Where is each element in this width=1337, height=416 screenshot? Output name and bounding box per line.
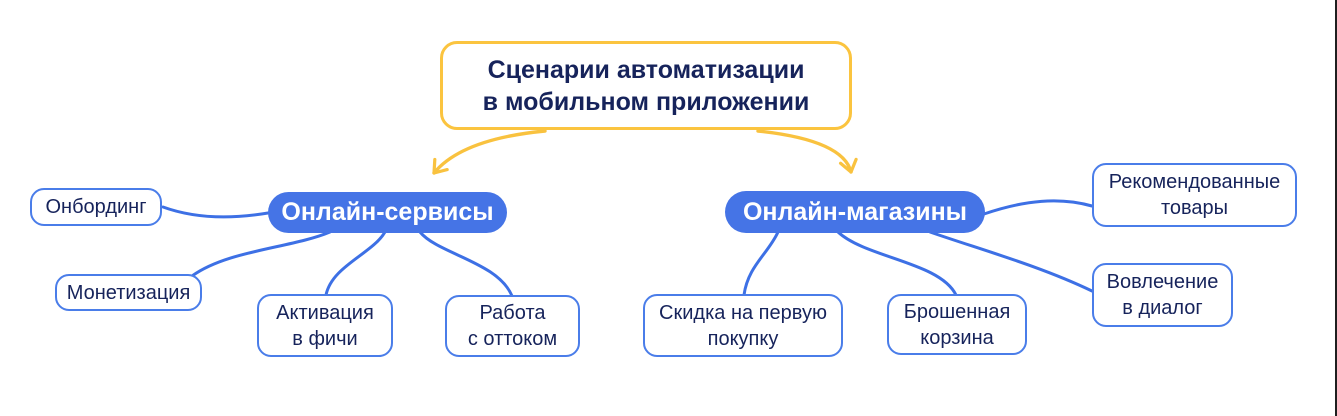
leaf-label: Активация [276,301,374,324]
hub-node-online-services [268,192,507,233]
leaf-label: Онбординг [45,196,147,218]
connector-stores-discount [744,232,778,295]
connector-services-onboarding [163,207,268,217]
leaf-node-first-purchase-discount [643,294,843,357]
leaf-node-monetization [55,274,202,311]
leaf-node-dialog-engagement [1092,263,1233,327]
leaf-label: Работа [479,302,546,324]
leaf-label: с оттоком [467,328,558,350]
arrow-root-to-stores [758,131,851,172]
arrow-root-to-services [434,131,545,173]
connector-stores-recommended [984,201,1092,214]
root-node-automation-scenarios [440,41,852,130]
leaf-label: в диалог [1122,297,1203,319]
leaf-label: покупку [707,327,779,350]
connector-stores-dialog [930,232,1092,291]
hub-node-online-stores [725,191,985,233]
leaf-node-abandoned-cart [887,294,1027,355]
leaf-label: Рекомендованные [1108,171,1281,193]
root-title-line1: Сценарии автоматизации [487,55,805,84]
connector-services-activation [326,232,385,295]
leaf-label: Скидка на первую [659,301,827,324]
hub-label-online-services: Онлайн-сервисы [281,198,494,226]
leaf-node-onboarding [30,188,162,226]
leaf-label: товары [1160,197,1229,219]
leaf-label: Брошенная [903,300,1011,323]
leaf-label: Вовлечение [1106,271,1219,293]
connector-stores-cart [838,232,956,295]
root-title-line2: в мобильном приложении [482,87,810,116]
hub-label-online-stores: Онлайн-магазины [742,197,968,226]
leaf-label: корзина [920,326,994,349]
connector-services-monetization [192,232,330,276]
leaf-node-recommended-products [1092,163,1297,227]
leaf-node-feature-activation [257,294,393,357]
leaf-node-churn-management [445,295,580,357]
leaf-label: Монетизация [66,281,191,304]
connector-services-churn [420,232,512,296]
leaf-label: в фичи [292,327,358,350]
